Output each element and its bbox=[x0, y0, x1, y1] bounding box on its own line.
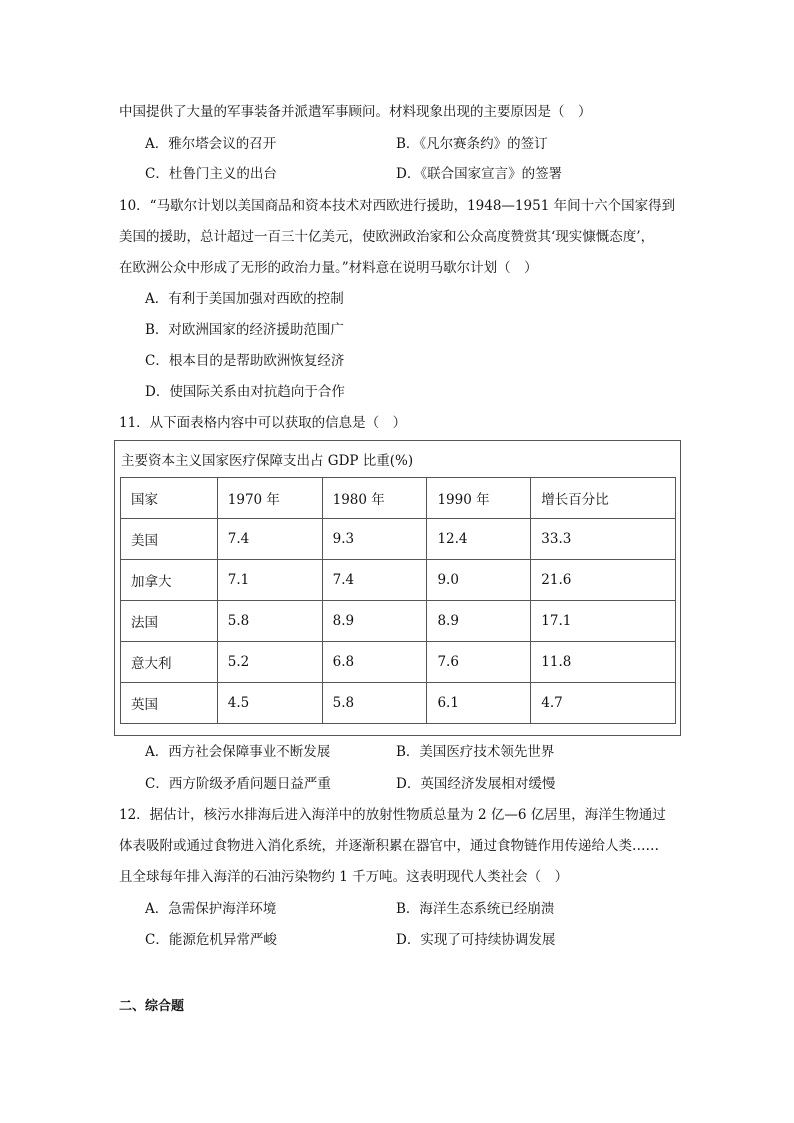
q11-data-table bbox=[120, 477, 676, 724]
table-cell: 5.8 bbox=[322, 683, 427, 724]
table-row bbox=[121, 642, 676, 683]
header-cell-growth: 增长百分比 bbox=[531, 478, 676, 519]
q12-stem-line-2: 体表吸附或通过食物进入消化系统，并逐渐积累在器官中，通过食物链作用传递给人类…… bbox=[119, 838, 659, 854]
q10-option-a: A．有利于美国加强对西欧的控制 bbox=[145, 291, 344, 307]
table-cell: 7.4 bbox=[217, 519, 322, 560]
q10-stem-line-3: 在欧洲公众中形成了无形的政治力量。”材料意在说明马歇尔计划（ ） bbox=[119, 260, 538, 276]
q12-stem-line-3: 且全球每年排入海洋的石油污染物约 1 千万吨。这表明现代人类社会（ ） bbox=[119, 869, 569, 885]
table-row bbox=[121, 560, 676, 601]
table-cell: 6.8 bbox=[322, 642, 427, 683]
table-cell: 9.3 bbox=[322, 519, 427, 560]
header-cell-1980: 1980 年 bbox=[322, 478, 427, 519]
header-cell-1970: 1970 年 bbox=[217, 478, 322, 519]
q9-stem-tail: 中国提供了大量的军事装备并派遣军事顾问。材料现象出现的主要原因是（ ） bbox=[119, 104, 592, 120]
table-row bbox=[121, 601, 676, 642]
q12-stem-line-1: 12．据估计，核污水排海后进入海洋中的放射性物质总量为 2 亿—6 亿居里，海洋生物通过 bbox=[119, 807, 666, 823]
table-cell: 6.1 bbox=[427, 683, 531, 724]
q9-option-d: D．《联合国家宣言》的签署 bbox=[396, 166, 563, 182]
table-cell: 7.6 bbox=[427, 642, 531, 683]
table-cell: 7.4 bbox=[322, 560, 427, 601]
q10-stem-line-1: 10．“马歇尔计划以美国商品和资本技术对西欧进行援助，1948—1951 年间十六个国家得到 bbox=[119, 198, 676, 214]
table-cell: 7.1 bbox=[217, 560, 322, 601]
table-cell: 美国 bbox=[121, 519, 218, 560]
table-cell: 33.3 bbox=[531, 519, 676, 560]
q10-option-c: C．根本目的是帮助欧洲恢复经济 bbox=[145, 353, 345, 369]
q9-option-b: B．《凡尔赛条约》的签订 bbox=[396, 136, 548, 152]
section-title: 二、综合题 bbox=[119, 999, 185, 1014]
table-cell: 11.8 bbox=[531, 642, 676, 683]
table-cell: 5.2 bbox=[217, 642, 322, 683]
table-cell: 意大利 bbox=[121, 642, 218, 683]
header-cell-1990: 1990 年 bbox=[427, 478, 531, 519]
table-cell: 12.4 bbox=[427, 519, 531, 560]
table-cell: 8.9 bbox=[427, 601, 531, 642]
q12-option-d: D．实现了可持续协调发展 bbox=[396, 932, 556, 948]
table-cell: 法国 bbox=[121, 601, 218, 642]
table-cell: 4.7 bbox=[531, 683, 676, 724]
q12-option-c: C．能源危机异常严峻 bbox=[145, 932, 277, 948]
q11-option-a: A．西方社会保障事业不断发展 bbox=[145, 744, 331, 760]
table-cell: 21.6 bbox=[531, 560, 676, 601]
q12-option-a: A．急需保护海洋环境 bbox=[145, 901, 277, 917]
table-cell: 5.8 bbox=[217, 601, 322, 642]
q11-stem: 11．从下面表格内容中可以获取的信息是（ ） bbox=[119, 415, 407, 431]
table-cell: 英国 bbox=[121, 683, 218, 724]
q9-option-a: A．雅尔塔会议的召开 bbox=[145, 136, 277, 152]
q11-table-caption: 主要资本主义国家医疗保障支出占 GDP 比重(%) bbox=[121, 453, 414, 469]
q11-table-box bbox=[114, 440, 681, 736]
q9-option-c: C．杜鲁门主义的出台 bbox=[145, 166, 277, 182]
q10-option-b: B．对欧洲国家的经济援助范围广 bbox=[145, 322, 344, 338]
table-cell: 4.5 bbox=[217, 683, 322, 724]
table-row bbox=[121, 683, 676, 724]
q10-stem-line-2: 美国的援助，总计超过一百三十亿美元，使欧洲政治家和公众高度赞赏其‘现实慷慨态度’， bbox=[119, 229, 655, 245]
header-cell-country: 国家 bbox=[121, 478, 218, 519]
table-cell: 17.1 bbox=[531, 601, 676, 642]
q11-option-c: C．西方阶级矛盾问题日益严重 bbox=[145, 776, 331, 792]
table-cell: 加拿大 bbox=[121, 560, 218, 601]
table-cell: 9.0 bbox=[427, 560, 531, 601]
q11-option-b: B．美国医疗技术领先世界 bbox=[396, 744, 555, 760]
table-cell: 8.9 bbox=[322, 601, 427, 642]
q10-option-d: D．使国际关系由对抗趋向于合作 bbox=[145, 384, 345, 400]
table-header-row bbox=[121, 478, 676, 519]
table-row bbox=[121, 519, 676, 560]
q12-option-b: B．海洋生态系统已经崩溃 bbox=[396, 901, 555, 917]
q11-option-d: D．英国经济发展相对缓慢 bbox=[396, 776, 556, 792]
